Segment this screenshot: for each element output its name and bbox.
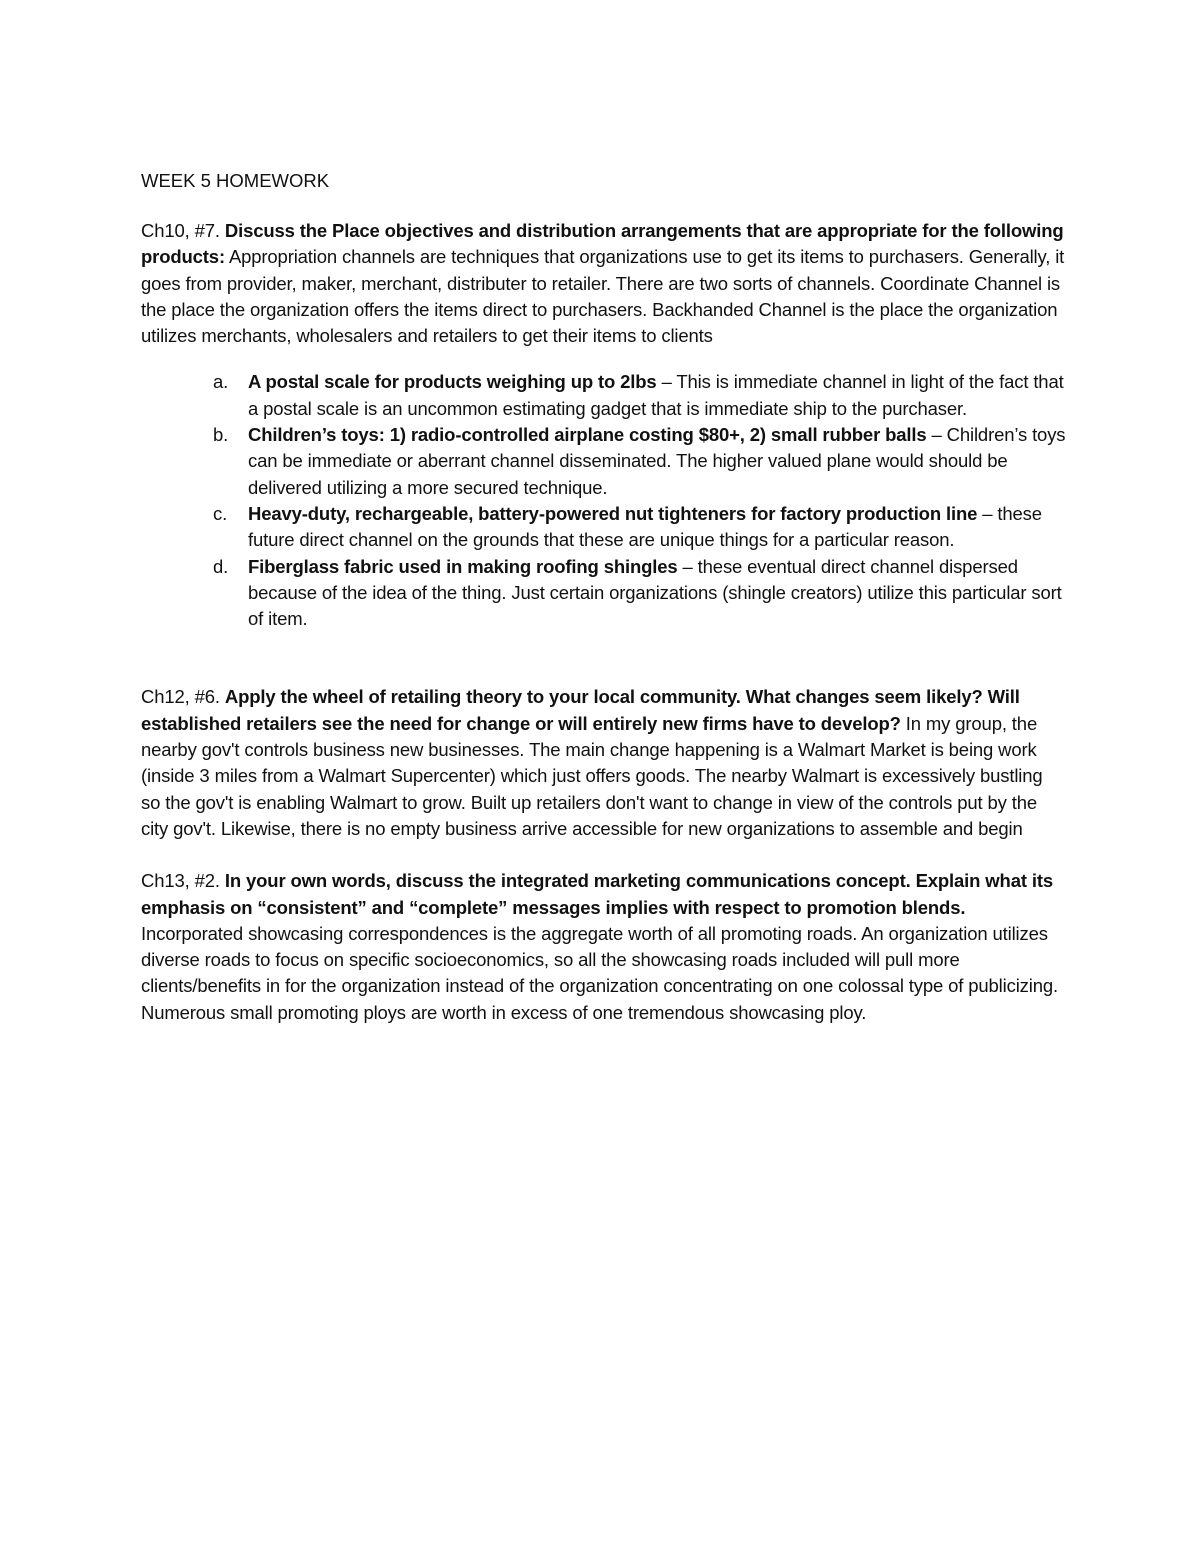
answer-text: In my group, the nearby gov't controls business new businesses. The main change happening is a Walmart Market is being work (inside 3 miles from a Walmart Supercenter) which just offers goods. The nearby Walmart is excessively bustling so the gov't is enabling Walmart to grow. Built up retailers don't want to change in view of the controls put by the city gov't. Likewise, there is no empty business arrive accessible for new organizations to assemble and begin [141,712,1043,839]
product-answer: – This is immediate channel in light of the fact that a postal scale is an uncommon estimating gadget that is immediate ship to the purchaser. [248,371,1064,419]
spacer [141,632,1066,684]
product-answer: – these eventual direct channel dispersed because of the idea of the thing. Just certain organizations (shingle creators) utilize this particular sort of item. [248,555,1062,630]
answer-text: Incorporated showcasing correspondences is the aggregate worth of all promoting roads. An organization utilizes diverse roads to focus on specific socioeconomics, so all the showcasing roads included will pull more clients/benefits in for the organization instead of the organization concentrating on one colossal type of publicizing. Numerous small promoting ploys are worth in excess of one tremendous showcasing ploy. [141,922,1058,1023]
product-answer: – Children’s toys can be immediate or aberrant channel disseminated. The higher valued plane would should be delivered utilizing a more secured technique. [248,424,1066,498]
question-ref: Ch10, #7. [141,220,220,241]
list-marker: c. [213,502,228,524]
question-text: Discuss the Place objectives and distribution arrangements that are appropriate for the following products: [141,220,1064,268]
question-ref: Ch13, #2. [141,870,220,892]
question-text: In your own words, discuss the integrated marketing communications concept. Explain what its emphasis on “consistent” and “complete” messages implies with respect to promotion blends. [141,870,1053,918]
spacer [141,842,1066,868]
list-marker: b. [213,424,229,446]
list-item [141,501,1066,554]
product-name: A postal scale for products weighing up to 2lbs [248,371,657,393]
list-marker: a. [213,371,229,393]
answer-text: Appropriation channels are techniques that organizations use to get its items to purchasers. Generally, it goes from provider, maker, merchant, distributer to retailer. There are two sorts of channels. Coordinate Channel is the place the organization offers the items direct to purchasers. Backhanded Channel is the place the organization utilizes merchants, wholesalers and retailers to get their items to clients [141,246,1065,347]
list-marker: d. [213,555,229,577]
product-name: Heavy-duty, rechargeable, battery-powered nut tighteners for factory production line [248,502,978,524]
product-answer: – these future direct channel on the grounds that these are unique things for a particular reason. [248,502,1042,551]
document-title: WEEK 5 HOMEWORK [141,170,330,191]
product-name: Children’s toys: 1) radio-controlled airplane costing $80+, 2) small rubber balls [248,424,927,446]
list-item [141,369,1066,422]
question-ch13-2 [141,868,1066,1026]
list-item [141,422,1066,501]
question-ch10-7 [141,218,1066,349]
question-ch12-6 [141,684,1066,842]
product-list [141,369,1066,632]
product-name: Fiberglass fabric used in making roofing shingles [248,555,678,577]
list-item [141,554,1066,633]
question-text: Apply the wheel of retailing theory to your local community. What changes seem likely? Will established retailers see the need for change or will entirely new firms have to develop? [141,686,1020,734]
question-ref: Ch12, #6. [141,686,220,708]
document-page [141,168,1066,1026]
